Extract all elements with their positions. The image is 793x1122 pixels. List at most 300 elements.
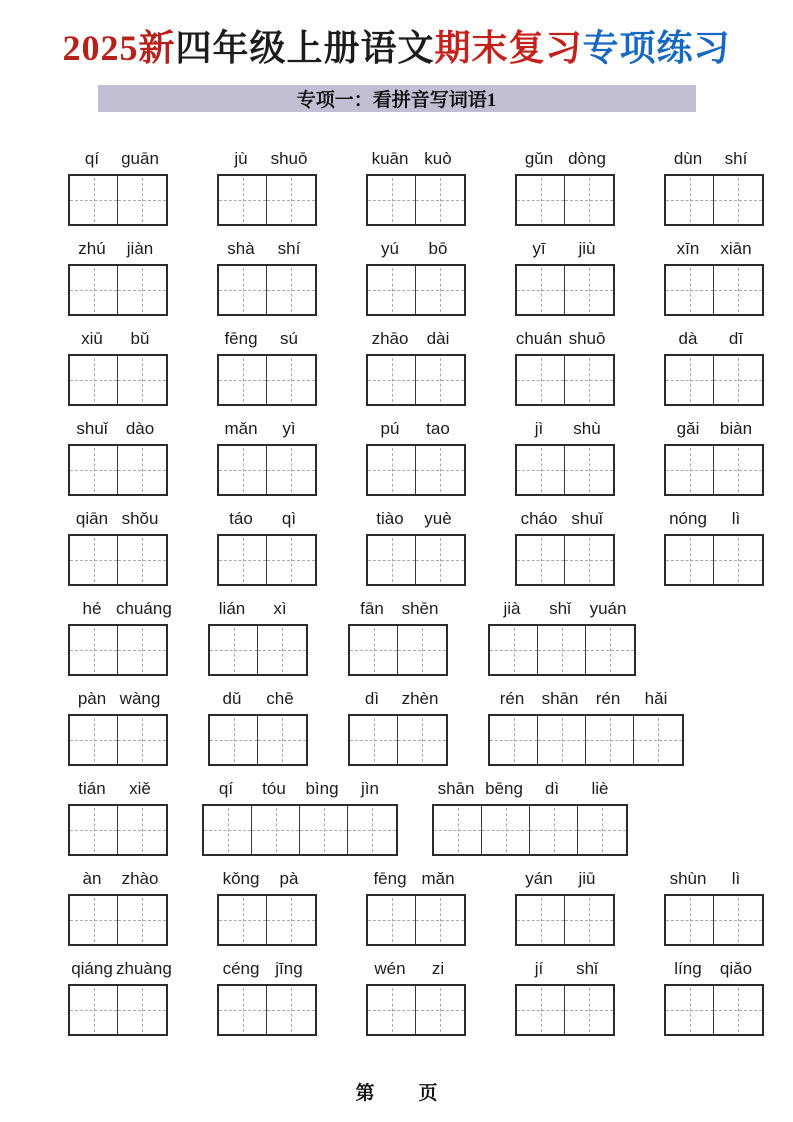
writing-cell [666, 446, 714, 494]
pinyin-syllable: bǔ [130, 329, 150, 348]
writing-box [217, 444, 317, 496]
writing-cell [517, 986, 565, 1034]
pinyin-label [68, 149, 168, 169]
pinyin-word [217, 419, 317, 496]
pinyin-syllable: qì [281, 509, 297, 528]
pinyin-syllable: xīn [676, 239, 700, 258]
pinyin-syllable: chuáng [116, 599, 172, 618]
pinyin-syllable: bìng [305, 779, 339, 798]
pinyin-syllable: táo [229, 509, 253, 528]
pinyin-label [68, 689, 168, 709]
pinyin-syllable: yán [525, 869, 553, 888]
pinyin-word [515, 329, 615, 406]
pinyin-syllable: gǔn [524, 149, 554, 168]
writing-cell [368, 896, 416, 944]
pinyin-syllable: xì [273, 599, 287, 618]
pinyin-word [366, 959, 466, 1036]
pinyin-syllable: wàng [119, 689, 161, 708]
pinyin-syllable: shí [277, 239, 301, 258]
writing-cell [267, 986, 315, 1034]
pinyin-label [515, 419, 615, 439]
writing-cell [714, 356, 762, 404]
writing-cell [267, 266, 315, 314]
pinyin-syllable: mǎn [224, 419, 258, 438]
pinyin-label [488, 599, 636, 619]
writing-box [348, 714, 448, 766]
pinyin-syllable: dà [678, 329, 698, 348]
pinyin-word [366, 329, 466, 406]
pinyin-word [68, 869, 168, 946]
footer-page-suffix: 页 [418, 1083, 438, 1104]
pinyin-label [217, 419, 317, 439]
pinyin-syllable: xiū [81, 329, 103, 348]
pinyin-label [432, 779, 628, 799]
pinyin-syllable: fēng [224, 329, 258, 348]
writing-cell [219, 986, 267, 1034]
pinyin-syllable: jiū [578, 869, 596, 888]
writing-cell [258, 716, 306, 764]
writing-cell [118, 446, 166, 494]
pinyin-row [68, 329, 793, 406]
writing-box [208, 714, 308, 766]
pinyin-syllable: kuān [371, 149, 409, 168]
pinyin-label [217, 509, 317, 529]
pinyin-syllable: shān [541, 689, 579, 708]
writing-box [202, 804, 398, 856]
pinyin-syllable: jiàn [126, 239, 154, 258]
pinyin-syllable: qiān [75, 509, 109, 528]
writing-cell [70, 536, 118, 584]
pinyin-syllable: tiào [376, 509, 404, 528]
pinyin-label [68, 329, 168, 349]
pinyin-word [515, 419, 615, 496]
writing-cell [517, 356, 565, 404]
pinyin-row [68, 779, 793, 856]
writing-cell [300, 806, 348, 854]
pinyin-word [664, 959, 764, 1036]
writing-box [217, 894, 317, 946]
pinyin-word [664, 509, 764, 586]
pinyin-label [515, 329, 615, 349]
writing-cell [714, 266, 762, 314]
pinyin-syllable: zhú [78, 239, 106, 258]
pinyin-word [488, 689, 684, 766]
pinyin-syllable: tóu [262, 779, 286, 798]
writing-cell [530, 806, 578, 854]
pinyin-syllable: jià [503, 599, 521, 618]
pinyin-label [348, 689, 448, 709]
writing-cell [517, 896, 565, 944]
writing-cell [267, 176, 315, 224]
writing-cell [219, 536, 267, 584]
pinyin-word [217, 329, 317, 406]
writing-cell [210, 716, 258, 764]
pinyin-word [217, 149, 317, 226]
pinyin-syllable: tián [78, 779, 106, 798]
writing-box [68, 714, 168, 766]
pinyin-syllable: dào [125, 419, 155, 438]
writing-cell [219, 446, 267, 494]
pinyin-label [664, 329, 764, 349]
pinyin-syllable: shuǐ [76, 419, 108, 438]
writing-cell [368, 176, 416, 224]
writing-box [664, 264, 764, 316]
writing-box [217, 534, 317, 586]
writing-cell [517, 536, 565, 584]
writing-cell [634, 716, 682, 764]
writing-cell [70, 806, 118, 854]
pinyin-syllable: dùn [673, 149, 703, 168]
pinyin-label [515, 149, 615, 169]
pinyin-syllable: líng [674, 959, 702, 978]
pinyin-syllable: zhèn [401, 689, 439, 708]
writing-cell [70, 356, 118, 404]
pinyin-label [488, 689, 684, 709]
pinyin-label [366, 239, 466, 259]
pinyin-syllable: fēng [373, 869, 407, 888]
writing-box [217, 174, 317, 226]
title-grade: 四年级上册语文 [175, 28, 435, 68]
pinyin-syllable: guān [121, 149, 159, 168]
writing-cell [565, 986, 613, 1034]
pinyin-syllable: pú [380, 419, 400, 438]
pinyin-syllable: dì [544, 779, 560, 798]
writing-cell [565, 176, 613, 224]
pinyin-label [68, 509, 168, 529]
pinyin-label [208, 689, 308, 709]
writing-box [217, 984, 317, 1036]
pinyin-word [68, 509, 168, 586]
pinyin-syllable: dì [364, 689, 380, 708]
pinyin-word [217, 959, 317, 1036]
title-year: 2025新 [62, 28, 176, 68]
pinyin-syllable: shù [573, 419, 601, 438]
pinyin-syllable: yuán [589, 599, 627, 618]
pinyin-syllable: shuǐ [571, 509, 603, 528]
writing-cell [490, 626, 538, 674]
pinyin-word [68, 599, 172, 676]
writing-cell [666, 986, 714, 1034]
writing-box [68, 984, 168, 1036]
writing-cell [118, 896, 166, 944]
pinyin-label [217, 959, 317, 979]
pinyin-syllable: shí [724, 149, 748, 168]
writing-box [68, 894, 168, 946]
pinyin-row [68, 509, 793, 586]
writing-cell [70, 716, 118, 764]
pinyin-syllable: qí [218, 779, 234, 798]
pinyin-word [515, 239, 615, 316]
pinyin-syllable: zhāo [371, 329, 409, 348]
writing-cell [517, 446, 565, 494]
writing-cell [70, 176, 118, 224]
writing-box [515, 984, 615, 1036]
writing-box [366, 174, 466, 226]
writing-cell [70, 446, 118, 494]
pinyin-syllable: jì [534, 419, 544, 438]
writing-cell [350, 626, 398, 674]
pinyin-label [217, 239, 317, 259]
writing-box [68, 444, 168, 496]
pinyin-word [664, 239, 764, 316]
writing-box [366, 534, 466, 586]
pinyin-label [217, 329, 317, 349]
pinyin-syllable: nóng [669, 509, 707, 528]
writing-box [366, 984, 466, 1036]
pinyin-syllable: rén [595, 689, 621, 708]
writing-cell [578, 806, 626, 854]
pinyin-syllable: chuán [515, 329, 563, 348]
pinyin-word [366, 869, 466, 946]
pinyin-word [488, 599, 636, 676]
pinyin-syllable: céng [222, 959, 260, 978]
writing-cell [517, 266, 565, 314]
pinyin-syllable: gǎi [676, 419, 700, 438]
writing-cell [118, 986, 166, 1034]
writing-cell [714, 446, 762, 494]
pinyin-syllable: biàn [719, 419, 753, 438]
pinyin-label [664, 239, 764, 259]
writing-cell [210, 626, 258, 674]
pinyin-syllable: zhào [121, 869, 159, 888]
pinyin-syllable: kǒng [222, 869, 260, 888]
writing-cell [714, 176, 762, 224]
pinyin-syllable: dī [728, 329, 744, 348]
pinyin-syllable: hǎi [644, 689, 668, 708]
writing-cell [565, 446, 613, 494]
writing-cell [70, 266, 118, 314]
pinyin-syllable: cháo [520, 509, 558, 528]
writing-cell [252, 806, 300, 854]
writing-box [515, 894, 615, 946]
pinyin-label [664, 149, 764, 169]
writing-box [664, 444, 764, 496]
writing-box [664, 174, 764, 226]
writing-cell [490, 716, 538, 764]
pinyin-word [664, 149, 764, 226]
pinyin-syllable: bēng [485, 779, 523, 798]
section-header [98, 85, 696, 112]
writing-cell [350, 716, 398, 764]
pinyin-label [217, 149, 317, 169]
pinyin-row [68, 239, 793, 316]
writing-cell [586, 626, 634, 674]
pinyin-syllable: dài [426, 329, 450, 348]
writing-cell [368, 356, 416, 404]
pinyin-label [68, 239, 168, 259]
writing-cell [368, 446, 416, 494]
writing-cell [219, 896, 267, 944]
writing-cell [416, 536, 464, 584]
pinyin-word [348, 599, 448, 676]
pinyin-syllable: dǔ [222, 689, 242, 708]
writing-box [515, 264, 615, 316]
footer-page-prefix: 第 [355, 1083, 375, 1104]
pinyin-word [68, 329, 168, 406]
pinyin-word [515, 959, 615, 1036]
pinyin-syllable: lì [731, 509, 741, 528]
pinyin-label [366, 149, 466, 169]
pinyin-word [208, 689, 308, 766]
pinyin-syllable: pàn [77, 689, 107, 708]
pinyin-label [664, 959, 764, 979]
writing-box [515, 534, 615, 586]
writing-cell [416, 986, 464, 1034]
writing-box [68, 174, 168, 226]
pinyin-word [515, 509, 615, 586]
writing-cell [267, 896, 315, 944]
pinyin-syllable: shǐ [576, 959, 598, 978]
pinyin-syllable: zi [431, 959, 445, 978]
writing-box [348, 624, 448, 676]
pinyin-syllable: xiān [720, 239, 752, 258]
writing-cell [118, 266, 166, 314]
writing-box [664, 354, 764, 406]
pinyin-word [68, 419, 168, 496]
pinyin-syllable: fān [360, 599, 384, 618]
pinyin-syllable: jīng [275, 959, 303, 978]
pinyin-syllable: shǒu [121, 509, 159, 528]
pinyin-syllable: jìn [361, 779, 379, 798]
pinyin-label [208, 599, 308, 619]
pinyin-syllable: qí [84, 149, 100, 168]
writing-cell [70, 896, 118, 944]
pinyin-syllable: shà [227, 239, 255, 258]
writing-cell [118, 626, 166, 674]
pinyin-word [366, 149, 466, 226]
pinyin-label [366, 959, 466, 979]
writing-box [68, 264, 168, 316]
pinyin-syllable: qiǎo [719, 959, 753, 978]
writing-box [366, 354, 466, 406]
pinyin-syllable: jí [534, 959, 544, 978]
writing-cell [416, 176, 464, 224]
pinyin-label [664, 419, 764, 439]
writing-cell [565, 266, 613, 314]
pinyin-syllable: yì [282, 419, 296, 438]
pinyin-word [432, 779, 628, 856]
pinyin-label [217, 869, 317, 889]
writing-cell [538, 716, 586, 764]
writing-cell [666, 356, 714, 404]
writing-cell [348, 806, 396, 854]
pinyin-syllable: xiě [129, 779, 151, 798]
pinyin-syllable: yuè [424, 509, 452, 528]
pinyin-row [68, 959, 793, 1036]
writing-cell [565, 536, 613, 584]
writing-cell [368, 986, 416, 1034]
writing-cell [267, 536, 315, 584]
pinyin-word [515, 149, 615, 226]
pinyin-syllable: dòng [568, 149, 606, 168]
pinyin-syllable: shuō [568, 329, 606, 348]
pinyin-syllable: hé [82, 599, 102, 618]
pinyin-syllable: liè [591, 779, 609, 798]
pinyin-label [68, 599, 172, 619]
pinyin-syllable: jiù [578, 239, 596, 258]
writing-cell [565, 896, 613, 944]
pinyin-label [68, 869, 168, 889]
pinyin-label [515, 239, 615, 259]
pinyin-label [515, 869, 615, 889]
pinyin-row [68, 599, 793, 676]
writing-box [664, 984, 764, 1036]
writing-cell [258, 626, 306, 674]
pinyin-label [664, 869, 764, 889]
pinyin-word [664, 869, 764, 946]
writing-cell [666, 176, 714, 224]
writing-box [664, 894, 764, 946]
writing-cell [398, 626, 446, 674]
writing-cell [416, 356, 464, 404]
writing-cell [219, 176, 267, 224]
writing-box [217, 354, 317, 406]
pinyin-syllable: shùn [669, 869, 707, 888]
writing-box [488, 714, 684, 766]
pinyin-label [515, 509, 615, 529]
writing-cell [517, 176, 565, 224]
writing-cell [666, 896, 714, 944]
writing-cell [219, 266, 267, 314]
pinyin-word [664, 329, 764, 406]
pinyin-syllable: sú [280, 329, 298, 348]
pinyin-label [366, 329, 466, 349]
writing-box [366, 264, 466, 316]
page-footer [0, 1078, 793, 1105]
pinyin-syllable: rén [499, 689, 525, 708]
pinyin-syllable: mǎn [421, 869, 455, 888]
pinyin-syllable: lián [218, 599, 246, 618]
worksheet-rows [0, 149, 793, 1036]
writing-box [217, 264, 317, 316]
writing-cell [666, 536, 714, 584]
writing-cell [118, 536, 166, 584]
pinyin-word [68, 149, 168, 226]
pinyin-word [366, 509, 466, 586]
pinyin-syllable: qiáng [71, 959, 113, 978]
pinyin-row [68, 869, 793, 946]
pinyin-syllable: shēn [401, 599, 439, 618]
pinyin-word [515, 869, 615, 946]
writing-cell [434, 806, 482, 854]
writing-cell [482, 806, 530, 854]
pinyin-word [68, 959, 172, 1036]
writing-box [366, 444, 466, 496]
pinyin-syllable: pà [279, 869, 299, 888]
pinyin-syllable: wén [374, 959, 406, 978]
writing-box [366, 894, 466, 946]
writing-box [68, 354, 168, 406]
pinyin-word [208, 599, 308, 676]
pinyin-word [202, 779, 398, 856]
pinyin-label [68, 419, 168, 439]
writing-cell [666, 266, 714, 314]
pinyin-syllable: kuò [424, 149, 452, 168]
page-title [0, 26, 793, 70]
writing-cell [714, 536, 762, 584]
writing-box [515, 444, 615, 496]
writing-cell [267, 446, 315, 494]
pinyin-row [68, 419, 793, 496]
pinyin-label [348, 599, 448, 619]
writing-box [68, 804, 168, 856]
pinyin-label [366, 869, 466, 889]
writing-box [208, 624, 308, 676]
pinyin-syllable: shuō [270, 149, 308, 168]
pinyin-label [366, 419, 466, 439]
writing-box [488, 624, 636, 676]
pinyin-word [348, 689, 448, 766]
